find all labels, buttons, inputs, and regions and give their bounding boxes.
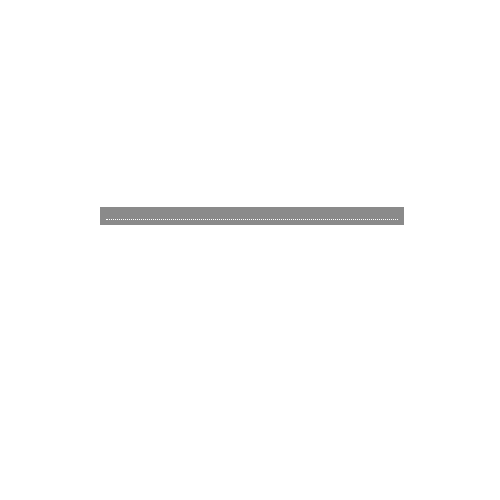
section-heading[interactable] bbox=[100, 207, 404, 225]
page-footer bbox=[100, 486, 106, 496]
dot-leader bbox=[106, 219, 398, 220]
